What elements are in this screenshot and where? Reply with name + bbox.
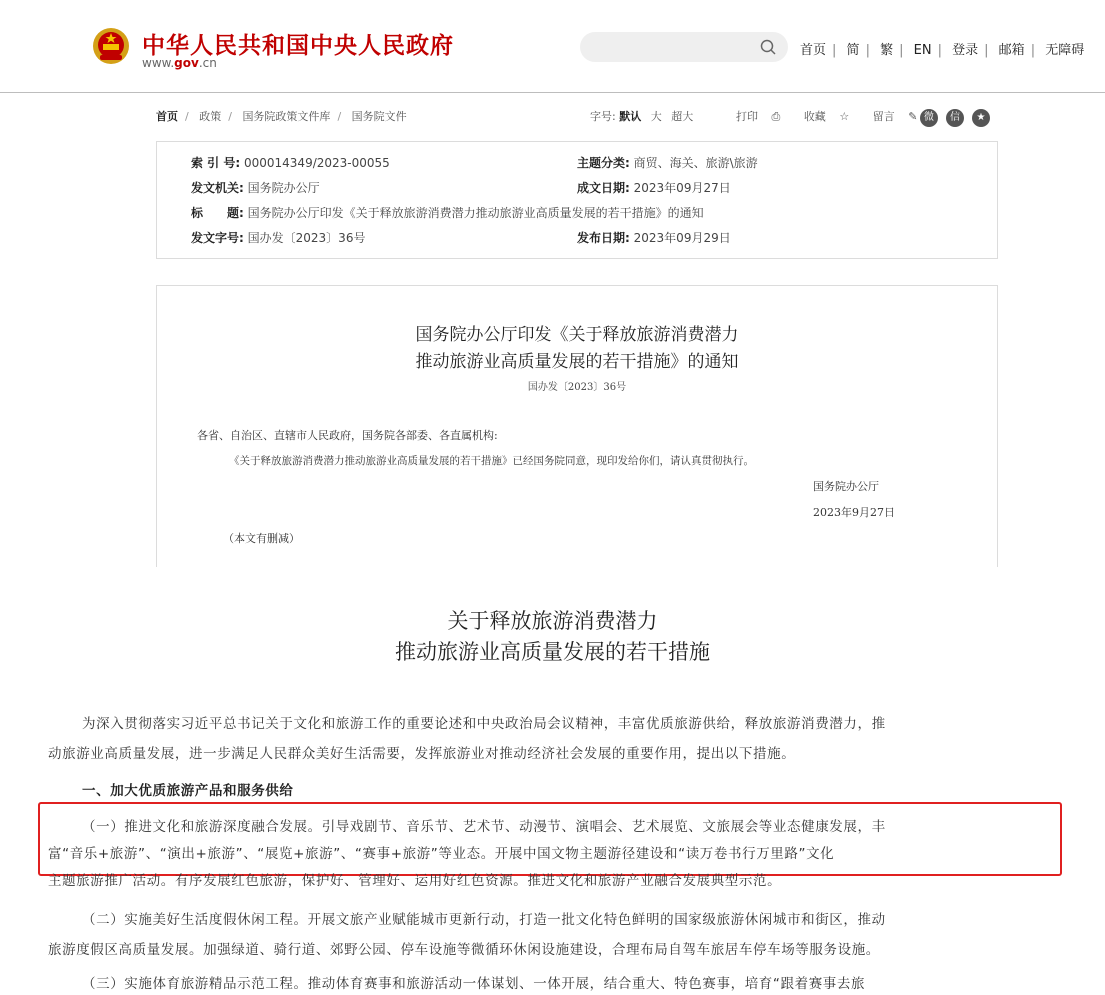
favorite-button[interactable]: 收藏 ☆ [803,110,850,123]
meta-index-label: 索 引 号: [191,156,241,170]
nav-home[interactable]: 首页 [800,43,827,58]
meta-title-value: 国务院办公厅印发《关于释放旅游消费潜力推动旅游业高质量发展的若干措施》的通知 [247,206,704,220]
breadcrumb-library[interactable]: 国务院政策文件库 [242,110,331,123]
article-title: 关于释放旅游消费潜力 推动旅游业高质量发展的若干措施 [395,609,710,664]
national-emblem-logo[interactable] [92,27,130,65]
item1-line-3: 主题旅游推广活动。有序发展红色旅游，保护好、管理好、运用好红色资源。推进文化和旅游产业融合发展典型示范。 [48,873,782,889]
notice-title: 国务院办公厅印发《关于释放旅游消费潜力 推动旅游业高质量发展的若干措施》的通知 [415,325,739,372]
header-divider [0,92,1105,93]
meta-published-label: 发布日期: [577,231,630,245]
meta-issuer-label: 发文机关: [191,181,244,195]
meta-published-value: 2023年09月29日 [633,231,731,245]
notice-body: 《关于释放旅游消费潜力推动旅游业高质量发展的若干措施》已经国务院同意，现印发给你们，请认真贯彻执行。 [229,455,754,467]
meta-docno-value: 国办发〔2023〕36号 [247,231,366,245]
printer-icon: ⎙ [771,110,781,123]
nav-login[interactable]: 登录 [952,43,979,58]
share-bar [920,105,998,127]
notice-addressee: 各省、自治区、直辖市人民政府，国务院各部委、各直属机构: [197,429,498,442]
weibo-icon[interactable]: 微 [920,109,938,127]
meta-title-label: 标 题: [191,206,244,220]
breadcrumb-policy[interactable]: 政策 [199,110,222,123]
nav-english[interactable]: EN [913,43,932,58]
nav-simplified[interactable]: 简 [846,43,860,58]
meta-issuer-value: 国务院办公厅 [247,181,320,195]
document-metadata [156,141,998,259]
notice-abridged-note: （本文有删减） [223,532,300,545]
pencil-icon: ✎ [908,110,918,123]
star-icon: ☆ [839,110,850,123]
meta-topic-label: 主题分类: [577,156,630,170]
comment-button[interactable]: 留言 ✎ [872,110,918,123]
font-size-switcher [590,108,693,124]
notice-signer: 国务院办公厅 [813,480,879,493]
notice-document [156,285,998,567]
item1-line-2: 富“音乐+旅游”、“演出+旅游”、“展览+旅游”、“赛事+旅游”等业态。开展中国文物主题游径建设和“读万卷书行万里路”文化 [48,846,835,862]
breadcrumb: 首页 / 政策 / 国务院政策文件库 / 国务院文件 [156,110,407,123]
item3-line-1: （三）实施体育旅游精品示范工程。推动体育赛事和旅游活动一体谋划、一体开展，结合重大、特色赛事，培育“跟着赛事去旅 [82,976,866,992]
item1-line-1: （一）推进文化和旅游深度融合发展。引导戏剧节、音乐节、艺术节、动漫节、演唱会、艺术展览、文旅展会等业态健康发展，丰 [82,819,886,835]
font-size-bigger[interactable]: 超大 [671,110,694,123]
highlight-box [38,802,1062,876]
item2-line-1: （二）实施美好生活度假休闲工程。开展文旅产业赋能城市更新行动，打造一批文化特色鲜明的国家级旅游休闲城市和街区，推动 [82,912,886,928]
print-button[interactable]: 打印 ⎙ [736,110,781,123]
meta-topic-value: 商贸、海关、旅游\旅游 [633,156,758,170]
meta-written-value: 2023年09月27日 [633,181,731,195]
meta-docno-label: 发文字号: [191,231,244,245]
item2-line-2: 旅游度假区高质量发展。加强绿道、骑行道、郊野公园、停车设施等微循环休闲设施建设，合理布局自驾车旅居车停车场等服务设施。 [48,942,880,958]
page-tools [736,108,937,124]
nav-traditional[interactable]: 繁 [880,43,894,58]
notice-doc-number: 国办发〔2023〕36号 [527,382,627,393]
breadcrumb-home[interactable]: 首页 [156,110,178,123]
nav-mail[interactable]: 邮箱 [998,43,1025,58]
meta-written-label: 成文日期: [577,181,630,195]
search-icon[interactable] [760,39,776,55]
font-size-default[interactable]: 默认 [619,110,642,123]
search-input[interactable] [580,32,788,62]
font-size-label: 字号: [590,110,616,123]
wechat-icon[interactable]: 信 [946,109,964,127]
font-size-big[interactable]: 大 [650,110,662,123]
site-title[interactable]: 中华人民共和国中央人民政府 [142,33,454,59]
top-nav: 首页 | 简 | 繁 | EN | 登录 | 邮箱 | 无障碍 [800,43,1085,58]
meta-index-value: 000014349/2023-00055 [243,156,390,170]
favorite-icon[interactable]: ★ [972,109,990,127]
intro-line-2: 动旅游业高质量发展，进一步满足人民群众美好生活需要，发挥旅游业对推动经济社会发展的重要作用，提出以下措施。 [48,746,796,762]
site-domain: www.gov.cn [142,56,217,70]
notice-date: 2023年9月27日 [813,506,895,519]
breadcrumb-documents[interactable]: 国务院文件 [351,110,407,123]
intro-line-1: 为深入贯彻落实习近平总书记关于文化和旅游工作的重要论述和中央政治局会议精神，丰富优质旅游供给，释放旅游消费潜力，推 [82,716,886,732]
nav-accessibility[interactable]: 无障碍 [1045,43,1085,58]
section-heading-1: 一、加大优质旅游产品和服务供给 [82,783,294,799]
